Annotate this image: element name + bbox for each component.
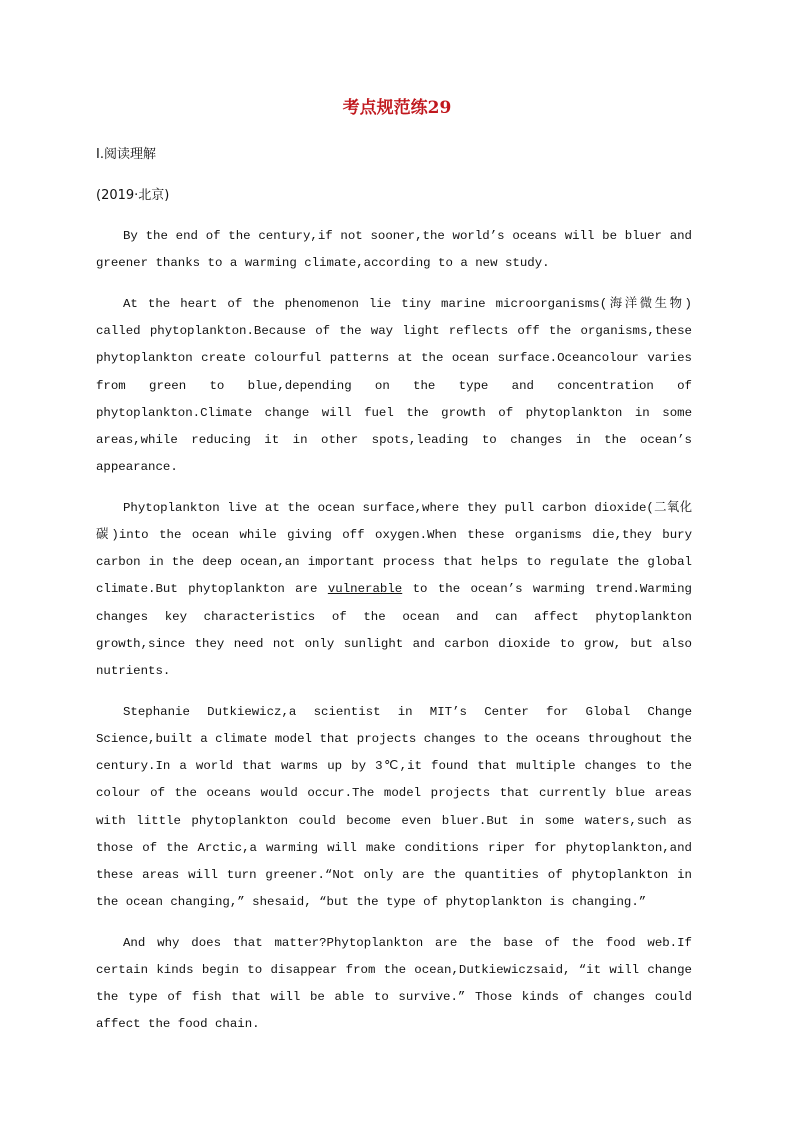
paragraph-3: [96, 495, 692, 685]
section-heading: Ⅰ.阅读理解: [96, 147, 156, 162]
source-label: (2019·北京): [96, 188, 170, 203]
paragraph-3-before: Phytoplankton live at the ocean surface,where they pull carbon dioxide(二氧化碳)into the ocean while giving off oxygen.When these organisms die,they bury carbon in the deep ocean,an important process that helps to regulate the global climate.But phytoplankton are: [96, 500, 692, 597]
paragraph-1: By the end of the century,if not sooner,the world’s oceans will be bluer and greener thanks to a warming climate,according to a new study.: [96, 229, 692, 271]
paragraph-4: Stephanie Dutkiewicz,a scientist in MIT’s Center for Global Change Science,built a climate model that projects changes to the oceans throughout the century.In a world that warms up by 3℃,it found that multiple changes to the colour of the oceans would occur.The model projects that currently blue areas with little phytoplankton could become even bluer.But in some waters,such as those of the Arctic,a warming will make conditions riper for phytoplankton,and these areas will turn greener.“Not only are the quantities of phytoplankton in the ocean changing,” shesaid, “but the type of phytoplankton is changing.”: [96, 704, 692, 910]
paragraph-2: At the heart of the phenomenon lie tiny marine microorganisms(海洋微生物) called phytoplankton.Because of the way light reflects off the organisms,these phytoplankton create colourful patterns at the ocean surface.Oceancolour varies from green to blue,depending on the type and concentration of phytoplankton.Climate change will fuel the growth of phytoplankton in some areas,while reducing it in other spots,leading to changes in the ocean’s appearance.: [96, 296, 692, 475]
page-title: 考点规范练29: [342, 98, 452, 118]
reading-passage: [96, 223, 692, 1052]
paragraph-5: And why does that matter?Phytoplankton are the base of the food web.If certain kinds begin to disappear from the ocean,Dutkiewiczsaid, “it will change the type of fish that will be able to survive.” Those kinds of changes could affect the food chain.: [96, 935, 692, 1032]
paragraph-3-after: to the ocean’s warming trend.Warming changes key characteristics of the ocean and can affect phytoplankton growth,since they need not only sunlight and carbon dioxide to grow, but also nutrients.: [96, 582, 692, 679]
underlined-word: vulnerable: [327, 582, 403, 597]
